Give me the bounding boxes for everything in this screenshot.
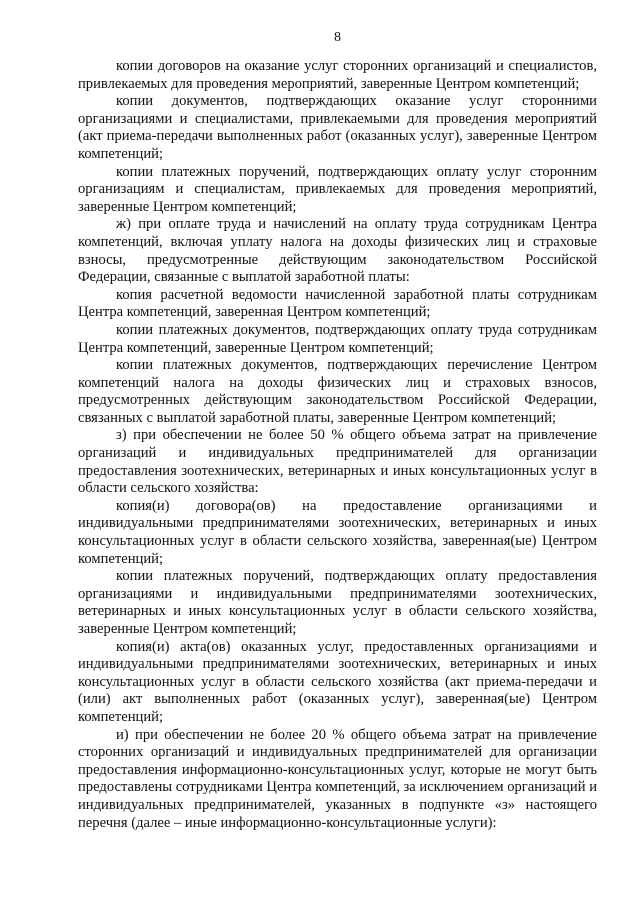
paragraph: копии платежных документов, подтверждающих перечисление Центром компетенций налога на доходы физических лиц и страховых взносов, предусмотренных действующим законодательством Российской Федерации, связанных с выплатой заработной платы, заверенные Центром компетенций; [78, 357, 597, 426]
paragraph: и) при обеспечении не более 20 % общего объема затрат на привлечение сторонних организаций и индивидуальных предпринимателей для организации предоставления информационно-консультационных услуг, которые не могут быть предоставлены сотрудниками Центра компетенций, за исключением организаций и индивидуальных предпринимателей, указанных в подпункте «з» настоящего перечня (далее – иные информационно-консультационные услуги): [78, 726, 598, 831]
paragraph: копия(и) акта(ов) оказанных услуг, предоставленных организациями и индивидуальными предпринимателями зоотехнических, ветеринарных и иных консультационных услуг в области сельского хозяйства (акт приема-передачи и (или) акт выполненных работ (оказанных услуг), заверенная(ые) Центром компетенций; [78, 638, 597, 725]
paragraph: копия(и) договора(ов) на предоставление организациями и индивидуальными предпринимателями зоотехнических, ветеринарных и иных консультационных услуг в области сельского хозяйства, заверенная(ые) Центром компетенций; [78, 497, 597, 567]
paragraph: копии договоров на оказание услуг сторонних организаций и специалистов, привлекаемых для проведения мероприятий, заверенные Центром компетенций; [78, 58, 597, 92]
paragraph: копии платежных поручений, подтверждающих оплату предоставления организациями и индивидуальными предпринимателями зоотехнических, ветеринарных и иных консультационных услуг в области сельского хозяйства, заверенные Центром компетенций; [78, 568, 597, 637]
paragraph: з) при обеспечении не более 50 % общего объема затрат на привлечение организаций и индивидуальных предпринимателей для организации предоставления зоотехнических, ветеринарных и иных консультационных услуг в области сельского хозяйства: [78, 427, 597, 497]
document-body [78, 58, 597, 832]
paragraph: ж) при оплате труда и начислений на оплату труда сотрудникам Центра компетенций, включая уплату налога на доходы физических лиц и страховые взносы, предусмотренные действующим законодательством Российской Федерации, связанные с выплатой заработной платы: [78, 216, 597, 286]
page-number: 8 [334, 30, 341, 45]
paragraph: копии документов, подтверждающих оказание услуг сторонними организациями и специалистами, привлекаемыми для проведения мероприятий (акт приема-передачи выполненных работ (оказанных услуг), заверенные Центром компетенций; [78, 93, 597, 162]
paragraph: копия расчетной ведомости начисленной заработной платы сотрудникам Центра компетенций, заверенная Центром компетенций; [78, 286, 597, 321]
paragraph: копии платежных документов, подтверждающих оплату труда сотрудникам Центра компетенций, заверенные Центром компетенций; [78, 321, 597, 356]
paragraph: копии платежных поручений, подтверждающих оплату услуг сторонним организациям и специалистам, привлекаемых для проведения мероприятий, заверенные Центром компетенций; [78, 163, 597, 215]
